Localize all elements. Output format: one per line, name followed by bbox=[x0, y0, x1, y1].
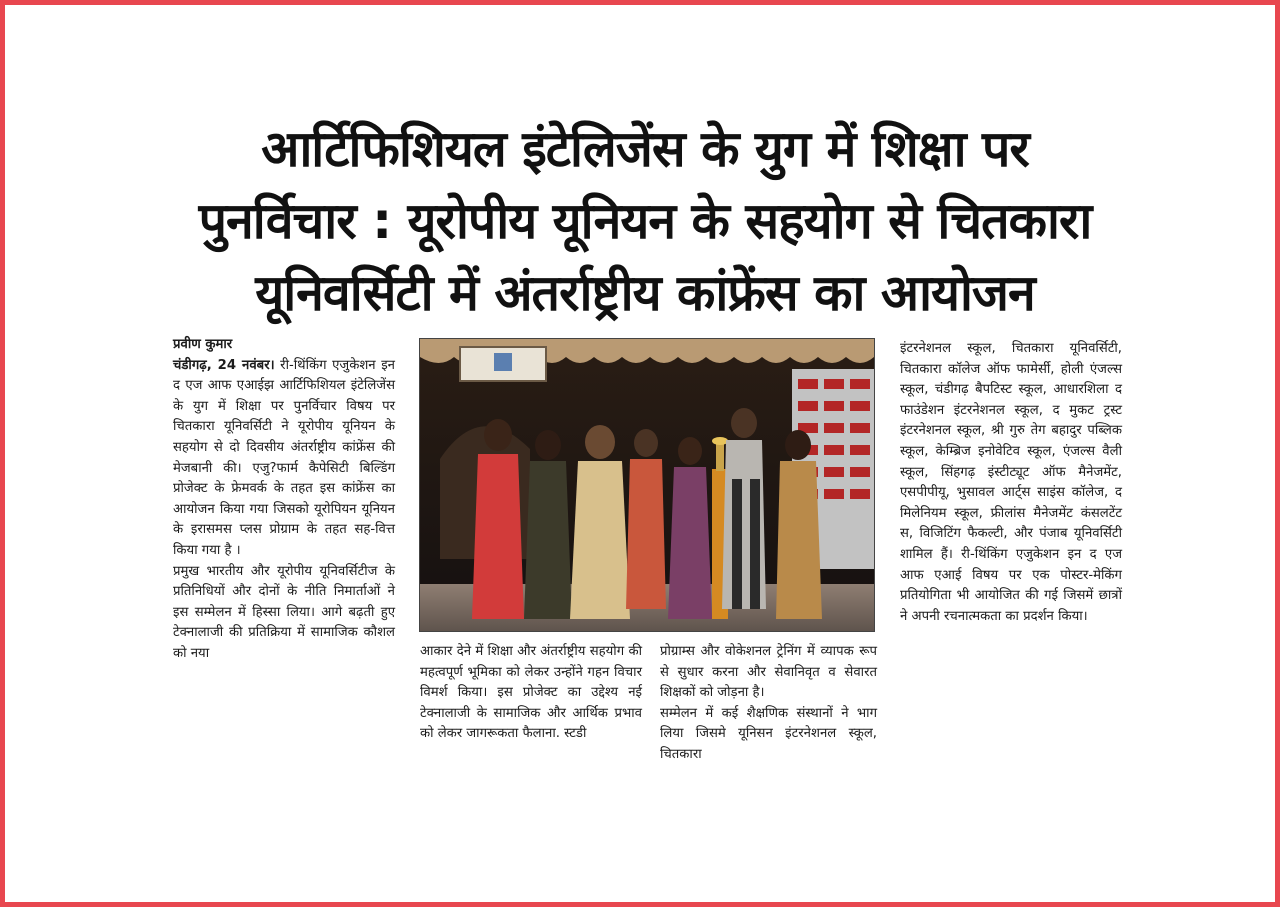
article-paragraph: री-थिंकिंग एजुकेशन इन द एज आफ एआईझ आर्टिफिशियल इंटेलिजेंस के युग में शिक्षा पर पुनर्विचार विषय पर चितकारा यूनिवर्सिटी ने यूरोपीय यूनियन के सहयोग से दो दिवसीय अंतर्राष्ट्रीय कांफ्रेंस की मेजबानी की। एजु?फार्म कैपेसिटी बिल्डिंग प्रोजेक्ट के फ्रेमवर्क के तहत इस कांफ्रेंस का आयोजन किया गया जिसको यूरोपियन यूनियन के इरासमस प्लस प्रोग्राम के तहत सह-वित्त किया गया है । bbox=[173, 357, 395, 558]
article-paragraph: प्रोग्राम्स और वोकेशनल ट्रेनिंग में व्यापक रूप से सुधार करना और सेवानिवृत व सेवारत शिक्षकों को जोड़ना है। bbox=[660, 644, 877, 701]
article-paragraph: सम्मेलन में कई शैक्षणिक संस्थानों ने भाग लिया जिसमे यूनिसन इंटरनेशनल स्कूल, चितकारा bbox=[660, 705, 877, 762]
headline-line-1: आर्टिफिशियल इंटेलिजेंस के युग में शिक्षा पर bbox=[261, 120, 1029, 178]
article-column-2 bbox=[420, 642, 642, 745]
dateline: चंडीगढ़, 24 नवंबर। bbox=[173, 357, 275, 373]
article-column-4 bbox=[900, 339, 1122, 627]
group-photo-lamp-lighting-icon bbox=[420, 339, 874, 631]
byline: प्रवीण कुमार bbox=[173, 337, 233, 352]
article-paragraph: प्रमुख भारतीय और यूरोपीय यूनिवर्सिटीज के प्रतिनिधियों और दोनों के नीति निमार्ताओं ने इस सम्मेलन में हिस्सा लिया। आगे बढ़ती हुए टेक्नालाजी की प्रतिक्रिया में सामाजिक कौशल को नया bbox=[173, 563, 395, 661]
article-paragraph: आकार देने में शिक्षा और अंतर्राष्ट्रीय सहयोग की महत्वपूर्ण भूमिका को लेकर उन्होंने गहन विचार विमर्श किया। इस प्रोजेक्ट का उद्देश्य नई टेक्नालाजी के सामाजिक और आर्थिक प्रभाव को लेकर जागरूकता फैलाना. स्टडी bbox=[420, 644, 642, 742]
article-paragraph: इंटरनेशनल स्कूल, चितकारा यूनिवर्सिटी, चितकारा कॉलेज ऑफ फामेर्सी, होली एंजल्स स्कूल, चंडीगढ़ बैपटिस्ट स्कूल, आधारशिला द फाउंडेशन इंटरनेशनल स्कूल, द मुकट ट्रस्ट इंटरनेशनल स्कूल, श्री गुरु तेग बहादुर पब्लिक स्कूल, केम्ब्रिज इनोवेटिव स्कूल, एंजल्स वैली स्कूल, सिंहगढ़ इंस्टीट्यूट ऑफ मैनेजमेंट, एसपीपीयू, भुसावल आर्ट्स साइंस कॉलेज, द मिलेनियम स्कूल, फ्रीलांस मैनेजमेंट कंसलटेंट स, विजिटिंग फैकल्टी, और पंजाब यूनिवर्सिटी शामिल हैं। री-थिंकिंग एजुकेशन इन द एज आफ एआई विषय पर एक पोस्टर-मेकिंग प्रतियोगिता भी आयोजित की गई जिसमें छात्रों ने अपनी रचनात्मकता का प्रदर्शन किया। bbox=[900, 341, 1122, 624]
headline-line-3: यूनिवर्सिटी में अंतर्राष्ट्रीय कांफ्रेंस का आयोजन bbox=[255, 264, 1035, 322]
headline bbox=[155, 113, 1135, 329]
article-column-1 bbox=[173, 335, 395, 665]
article-column-3 bbox=[660, 642, 877, 766]
headline-line-2: पुनर्विचार : यूरोपीय यूनियन के सहयोग से चितकारा bbox=[198, 192, 1092, 250]
event-photo bbox=[419, 338, 875, 632]
